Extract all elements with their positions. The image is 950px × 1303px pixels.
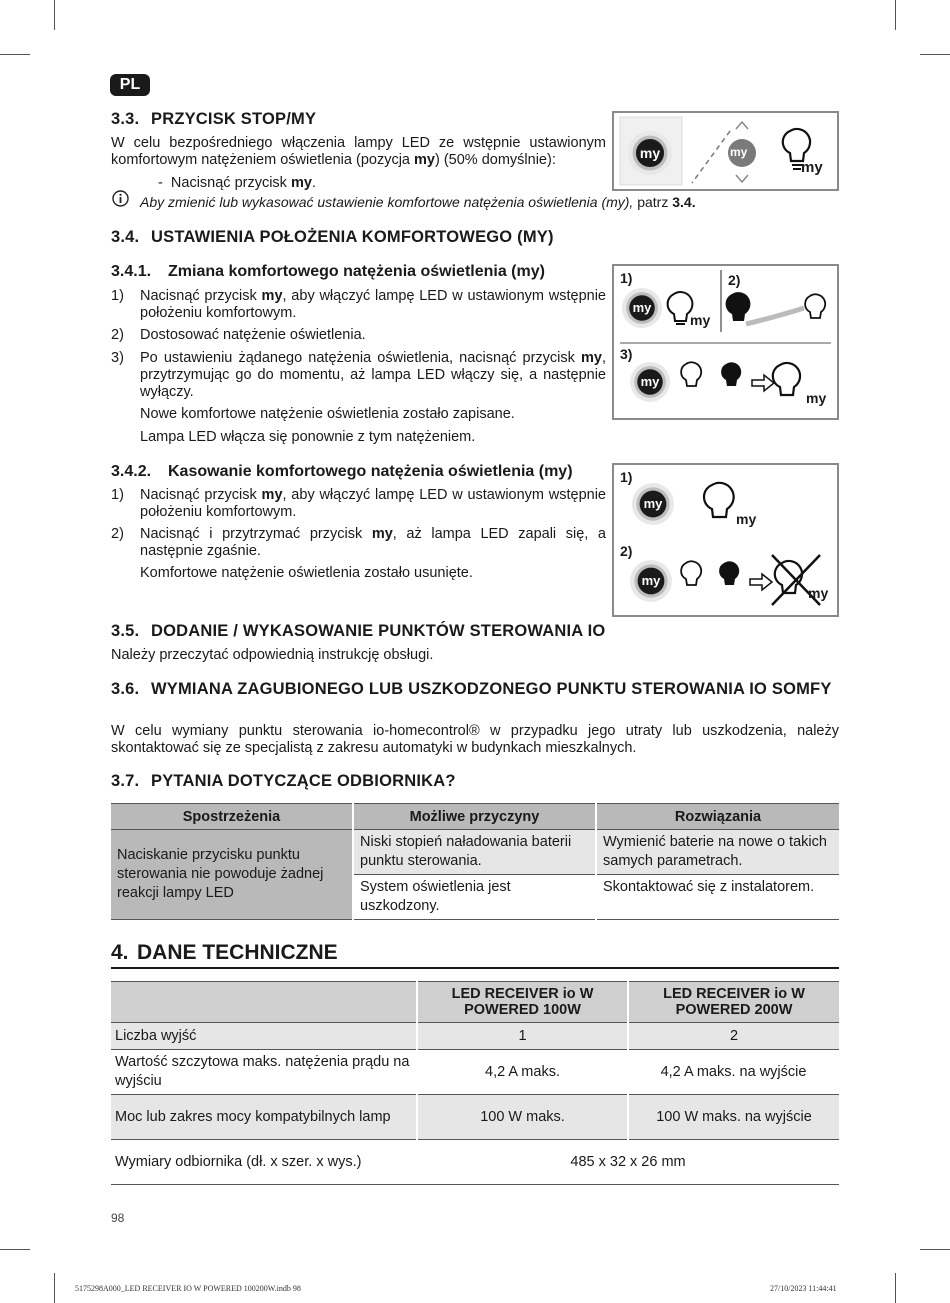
figure-stop-my [612, 111, 839, 191]
section-3-4-1-note-1: Nowe komfortowe natężenie oświetlenia zostało zapisane. [140, 406, 515, 422]
section-3-4-1-step-3: 3) Po ustawieniu żądanego natężenia oświetlenia, nacisnąć przycisk my, przytrzymując go do momentu, aż lampa LED włączy się, a następnie wyłączy. [111, 350, 606, 400]
technical-data-table [111, 981, 839, 1185]
language-badge: PL [110, 74, 150, 96]
section-3-4-2-note: Komfortowe natężenie oświetlenia zostało usunięte. [140, 565, 473, 581]
bulb-my-label: my [690, 312, 711, 328]
table-row: Wartość szczytowa maks. natężenia prądu na wyjściu 4,2 A maks. 4,2 A maks. na wyjście [111, 1050, 839, 1095]
solution-cell: Wymienić baterie na nowe o takich samych parametrach. [596, 830, 839, 875]
table-row: Moc lub zakres mocy kompatybilnych lamp 100 W maks. 100 W maks. na wyjście [111, 1095, 839, 1140]
my-button-pressed-icon: my [730, 145, 748, 159]
figure-change-comfort: 1) 2) 3) my my my my [612, 264, 839, 420]
footer-date: 27/10/2023 11:44:41 [770, 1284, 837, 1293]
section-3-4-2-heading: 3.4.2. Kasowanie komfortowego natężenia oświetlenia (my) [111, 463, 573, 480]
troubleshooting-table [111, 803, 839, 920]
section-3-4-1-step-2: 2) Dostosować natężenie oświetlenia. [111, 327, 366, 343]
my-button-icon: my [622, 288, 662, 328]
table-row: Liczba wyjść 1 2 [111, 1023, 839, 1050]
section-3-3-info: Aby zmienić lub wykasować ustawienie komfortowe natężenia oświetlenia (my), patrz 3.4. [140, 194, 696, 210]
table-row [111, 830, 839, 875]
model-200w-header: LED RECEIVER io W POWERED 200W [628, 982, 839, 1023]
section-3-4-2-step-1: 1) Nacisnąć przycisk my, aby włączyć lampę LED w ustawionym wstępnie położeniu komfortowym. [111, 487, 607, 520]
my-button-icon: my [630, 560, 672, 602]
section-3-4-1-step-1: 1) Nacisnąć przycisk my, aby włączyć lampę LED w ustawionym wstępnie położeniu komfortowym. [111, 288, 607, 321]
section-3-4-1-heading: 3.4.1. Zmiana komfortowego natężenia oświetlenia (my) [111, 263, 545, 280]
bulb-my-label: my [736, 511, 757, 527]
section-3-4-2-step-2: 2) Nacisnąć i przytrzymać przycisk my, aż lampa LED zapali się, a następnie zgaśnie. [111, 526, 606, 559]
section-3-6-heading: 3.6. WYMIANA ZAGUBIONEGO LUB USZKODZONEGO PUNKTU STEROWANIA IO SOMFY [111, 680, 832, 698]
table-row: Wymiary odbiornika (dł. x szer. x wys.) 485 x 32 x 26 mm [111, 1140, 839, 1185]
info-icon [112, 190, 129, 207]
my-button-icon: my [630, 362, 670, 402]
bulb-my-label: my [801, 159, 823, 176]
cause-cell: System oświetlenia jest uszkodzony. [353, 875, 596, 920]
section-3-4-heading: 3.4. USTAWIENIA POŁOŻENIA KOMFORTOWEGO (MY) [111, 228, 554, 246]
section-3-3-heading: 3.3. PRZYCISK STOP/MY [111, 110, 317, 128]
section-3-4-1-note-2: Lampa LED włącza się ponownie z tym natężeniem. [140, 429, 476, 445]
table-header: Spostrzeżenia [111, 804, 353, 830]
section-4-heading: 4. DANE TECHNICZNE [111, 941, 839, 969]
section-3-6-text: W celu wymiany punktu sterowania io-homecontrol® w przypadku jego utraty lub uszkodzenia, należy skontaktować się ze specjalistą z zakresu automatyki w budynkach mieszkalnych. [111, 723, 839, 756]
my-button-icon: my [628, 131, 672, 175]
bulb-my-label: my [806, 390, 827, 406]
bulb-my-label: my [808, 585, 829, 601]
cause-cell: Niski stopień naładowania baterii punktu sterowania. [353, 830, 596, 875]
figure-delete-comfort: 1) 2) my my my my [612, 463, 839, 617]
my-button-icon: my [632, 483, 674, 525]
section-3-5-text: Należy przeczytać odpowiednią instrukcję obsługi. [111, 647, 434, 663]
solution-cell: Skontaktować się z instalatorem. [596, 875, 839, 920]
table-header: Rozwiązania [596, 804, 839, 830]
observation-cell: Naciskanie przycisku punktu sterowania nie powoduje żadnej reakcji lampy LED [111, 830, 353, 920]
footer-file: 5175298A000_LED RECEIVER IO W POWERED 100200W.indb 98 [75, 1284, 301, 1293]
page-number: 98 [111, 1211, 125, 1225]
section-3-3-bullet: - Nacisnąć przycisk my. [158, 175, 316, 191]
model-100w-header: LED RECEIVER io W POWERED 100W [417, 982, 628, 1023]
section-3-5-heading: 3.5. DODANIE / WYKASOWANIE PUNKTÓW STEROWANIA IO [111, 622, 606, 640]
section-3-7-heading: 3.7. PYTANIA DOTYCZĄCE ODBIORNIKA? [111, 772, 456, 790]
table-header: Możliwe przyczyny [353, 804, 596, 830]
section-3-3-text: W celu bezpośredniego włączenia lampy LED ze wstępnie ustawionym komfortowym natężeniem oświetlenia (pozycja my) (50% domyślnie): [111, 135, 606, 168]
